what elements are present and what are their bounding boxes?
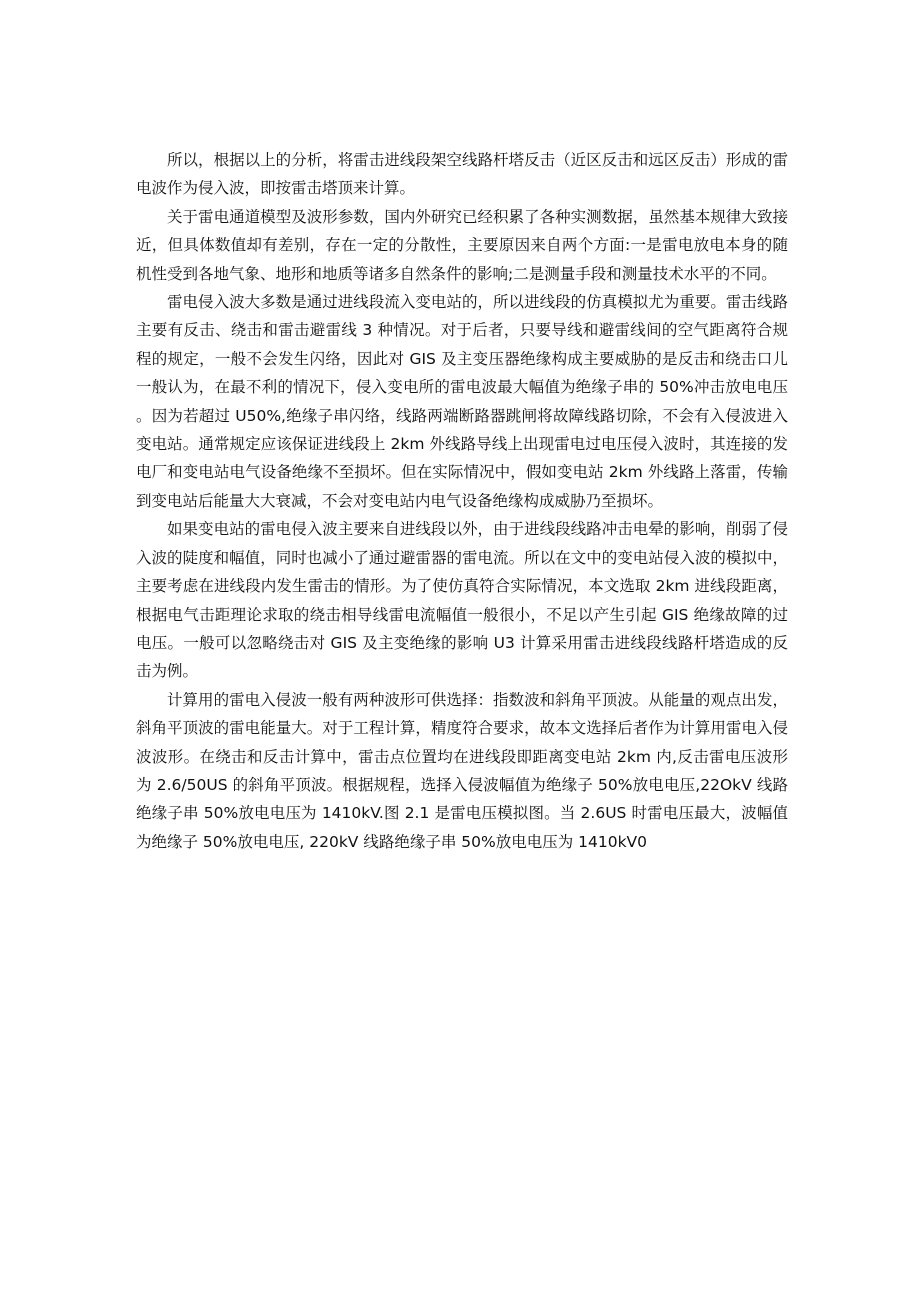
paragraph-1: 所以，根据以上的分析，将雷击进线段架空线路杆塔反击（近区反击和远区反击）形成的雷电波作为侵入波，即按雷击塔顶来计算。 bbox=[136, 151, 788, 198]
paragraph-5: 计算用的雷电入侵波一般有两种波形可供选择：指数波和斜角平顶波。从能量的观点出发，斜角平顶波的雷电能量大。对于工程计算，精度符合要求，故本文选择后者作为计算用雷电入侵波波形。在绕击和反击计算中，雷击点位置均在进线段即距离变电站 2km 内,反击雷电压波形为 2.6/50US 的斜角平顶波。根据规程，选择入侵波幅值为绝缘子 50%放电电压,22OkV 线路绝缘子串 50%放电电压为 1410kV.图 2.1 是雷电压模拟图。当 2.6US 时雷电压最大，波幅值为绝缘子 50%放电电压, 220kV 线路绝缘子串 50%放电电压为 1410kV0 bbox=[136, 690, 788, 851]
paragraph-2: 关于雷电通道模型及波形参数，国内外研究已经积累了各种实测数据，虽然基本规律大致接近，但具体数值却有差别，存在一定的分散性，主要原因来自两个方面:一是雷电放电本身的随机性受到各地气象、地形和地质等诸多自然条件的影响;二是测量手段和测量技术水平的不同。 bbox=[136, 207, 788, 283]
document-body bbox=[136, 146, 788, 856]
paragraph-4: 如果变电站的雷电侵入波主要来自进线段以外，由于进线段线路冲击电晕的影响，削弱了侵入波的陡度和幅值，同时也减小了通过避雷器的雷电流。所以在文中的变电站侵入波的模拟中，主要考虑在进线段内发生雷击的情形。为了使仿真符合实际情况，本文选取 2km 进线段距离，根据电气击距理论求取的绕击相导线雷电流幅值一般很小，不足以产生引起 GIS 绝缘故障的过电压。一般可以忽略绕击对 GIS 及主变绝缘的影响 U3 计算采用雷击进线段线路杆塔造成的反击为例。 bbox=[136, 520, 788, 681]
paragraph-3: 雷电侵入波大多数是通过进线段流入变电站的，所以进线段的仿真模拟尤为重要。雷击线路主要有反击、绕击和雷击避雷线 3 种情况。对于后者，只要导线和避雷线间的空气距离符合规程的规定，一般不会发生闪络，因此对 GIS 及主变压器绝缘构成主要威胁的是反击和绕击口儿一般认为，在最不利的情况下，侵入变电所的雷电波最大幅值为绝缘子串的 50%冲击放电电压。因为若超过 U50%,绝缘子串闪络，线路两端断路器跳闸将故障线路切除，不会有入侵波进入变电站。通常规定应该保证进线段上 2km 外线路导线上出现雷电过电压侵入波时，其连接的发电厂和变电站电气设备绝缘不至损坏。但在实际情况中，假如变电站 2km 外线路上落雷，传输到变电站后能量大大衰减，不会对变电站内电气设备绝缘构成威胁乃至损坏。 bbox=[136, 293, 788, 510]
